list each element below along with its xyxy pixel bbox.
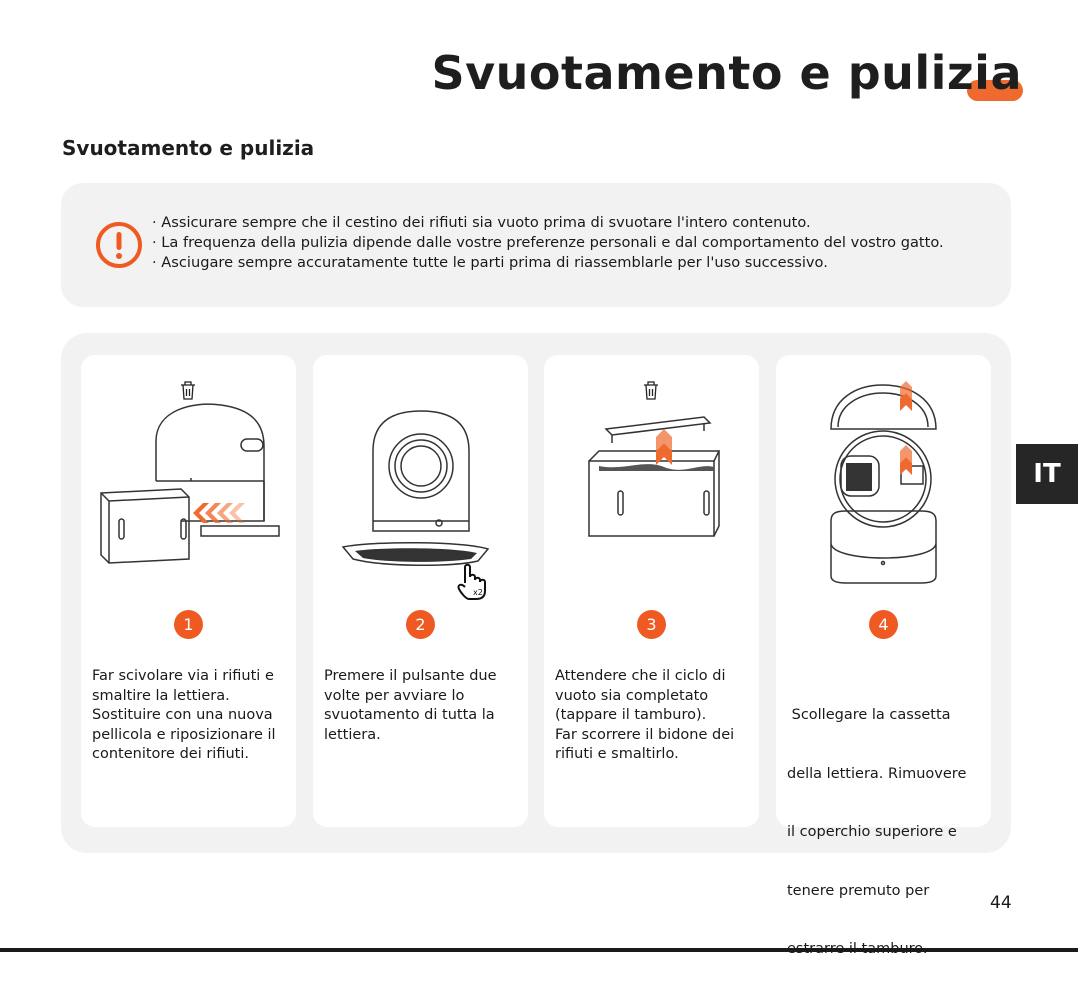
step-3-illustration [544,371,759,611]
page-number: 44 [990,893,1012,913]
section-title: Svuotamento e pulizia [62,136,315,160]
step-number-badge: 3 [637,610,666,639]
notice-line: · Assicurare sempre che il cestino dei rifiuti sia vuoto prima di svuotare l'intero contenuto. [152,214,811,231]
steps-panel [61,333,1011,899]
step-2-illustration [313,371,528,611]
step-description: Far scivolare via i rifiuti e smaltire la lettiera. Sostituire con una nuova pellicola e riposizionare il contenitore dei rifiuti. [92,668,276,762]
step-number-badge: 1 [174,610,203,639]
step-number-badge: 2 [406,610,435,639]
trash-icon [644,382,658,399]
step-card-4 [776,355,991,899]
step-description: Premere il pulsante due volte per avviare lo svuotamento di tutta la lettiera. [324,668,497,743]
notice-line: · La frequenza della pulizia dipende dalle vostre preferenze personali e dal comportamento del vostro gatto. [152,234,944,251]
trash-icon [181,382,195,399]
step-4-illustration [776,371,991,611]
language-tab: IT [1016,444,1078,504]
press-count-label: x2 [473,588,483,597]
notice-box [61,183,1011,307]
step-card-1 [81,355,296,827]
step-card-2 [313,355,528,827]
step-card-3 [544,355,759,827]
step-number-badge: 4 [869,610,898,639]
notice-line: · Asciugare sempre accuratamente tutte le parti prima di riassemblarle per l'uso successivo. [152,254,828,271]
page-title: Svuotamento e pulizia [431,46,1022,100]
step-description: Attendere che il ciclo di vuoto sia completato (tappare il tamburo). Far scorrere il bidone dei rifiuti e smaltirlo. [555,668,735,762]
step-description: Scollegare la cassetta della lettiera. Rimuovere il coperchio superiore e tenere premuto per [787,707,967,899]
notice-text [152,213,944,273]
step-1-illustration [81,371,296,611]
exclamation-circle-icon [94,220,144,270]
bottom-border [0,948,1078,952]
